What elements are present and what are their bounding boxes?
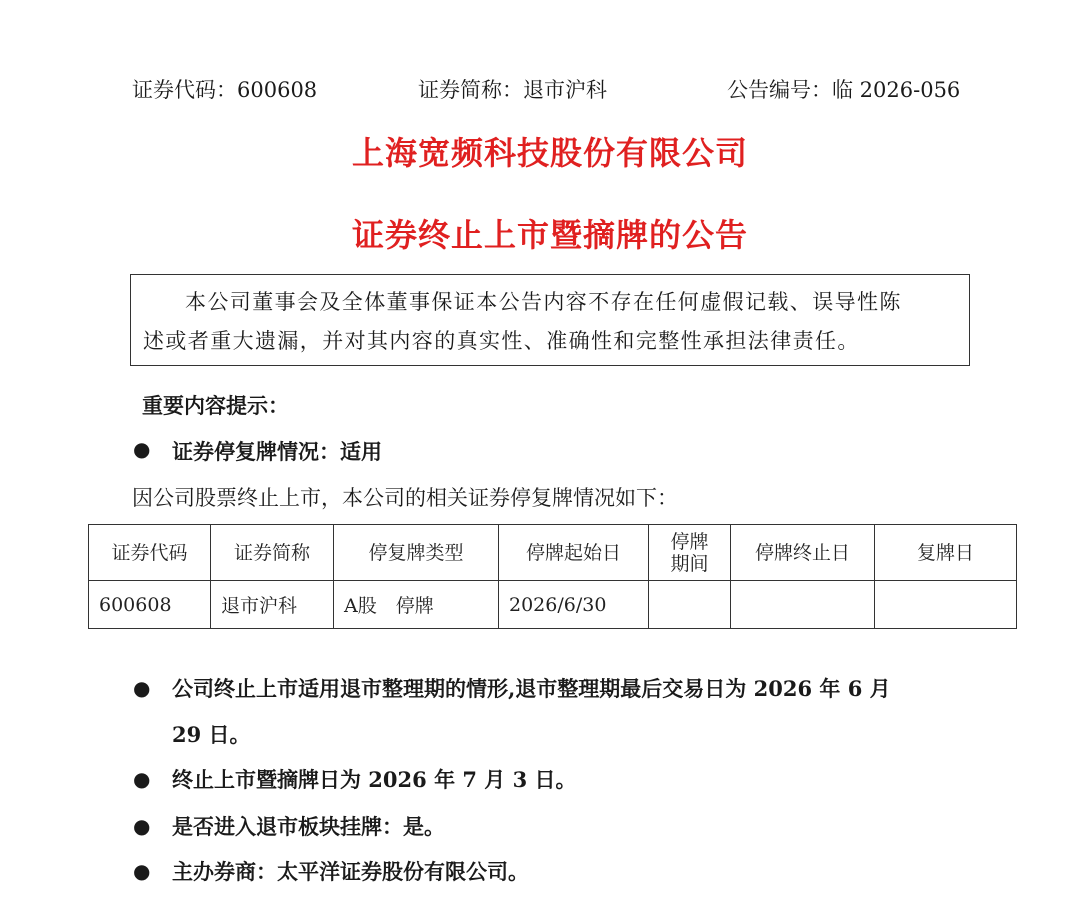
halt-resume-table xyxy=(88,524,1017,629)
col-header-halt-start: 停牌起始日 xyxy=(499,525,649,581)
delisting-period-bullet-cont: 29 日。 xyxy=(172,722,251,747)
halt-status-bullet: 证券停复牌情况：适用 xyxy=(172,439,382,464)
board-statement-line2: 述或者重大遗漏，并对其内容的真实性、准确性和完整性承担法律责任。 xyxy=(143,329,860,353)
delisting-period-bullet: 公司终止上市适用退市整理期的情形,退市整理期最后交易日为 2026 年 6 月 xyxy=(172,676,891,701)
cell-short-name: 退市沪科 xyxy=(211,581,334,629)
bullet-icon: ● xyxy=(133,814,151,838)
table-row xyxy=(89,581,1017,629)
sponsor-broker-bullet: 主办券商：太平洋证券股份有限公司。 xyxy=(172,859,529,884)
company-title: 上海宽频科技股份有限公司 xyxy=(351,134,748,172)
security-code: 证券代码：600608 xyxy=(132,78,318,102)
col-header-halt-type: 停复牌类型 xyxy=(334,525,499,581)
delisting-date-bullet: 终止上市暨摘牌日为 2026 年 7 月 3 日。 xyxy=(172,767,577,792)
cell-halt-period xyxy=(649,581,731,629)
bullet-icon: ● xyxy=(133,767,151,791)
cell-resume-date xyxy=(875,581,1017,629)
cell-halt-start: 2026/6/30 xyxy=(499,581,649,629)
bullet-icon: ● xyxy=(133,437,151,461)
notice-number: 公告编号：临 2026-056 xyxy=(727,78,961,102)
col-header-halt-end: 停牌终止日 xyxy=(731,525,875,581)
col-header-halt-period: 停牌 期间 xyxy=(649,525,731,581)
bullet-icon: ● xyxy=(133,859,151,883)
delisting-board-bullet: 是否进入退市板块挂牌：是。 xyxy=(172,814,445,839)
col-header-resume-date: 复牌日 xyxy=(875,525,1017,581)
col-header-code: 证券代码 xyxy=(89,525,211,581)
cell-code: 600608 xyxy=(89,581,211,629)
security-short-name: 证券简称：退市沪科 xyxy=(418,78,607,102)
cell-halt-type: A股 停牌 xyxy=(334,581,499,629)
halt-table-intro: 因公司股票终止上市，本公司的相关证券停复牌情况如下： xyxy=(132,486,678,510)
key-tips-heading: 重要内容提示： xyxy=(142,393,289,418)
table-header-row xyxy=(89,525,1017,581)
bullet-icon: ● xyxy=(133,676,151,700)
col-header-short-name: 证券简称 xyxy=(211,525,334,581)
board-statement-box xyxy=(130,274,970,366)
cell-halt-end xyxy=(731,581,875,629)
board-statement-line1: 本公司董事会及全体董事保证本公告内容不存在任何虚假记载、误导性陈 xyxy=(185,290,902,314)
notice-subject-title: 证券终止上市暨摘牌的公告 xyxy=(351,216,748,254)
